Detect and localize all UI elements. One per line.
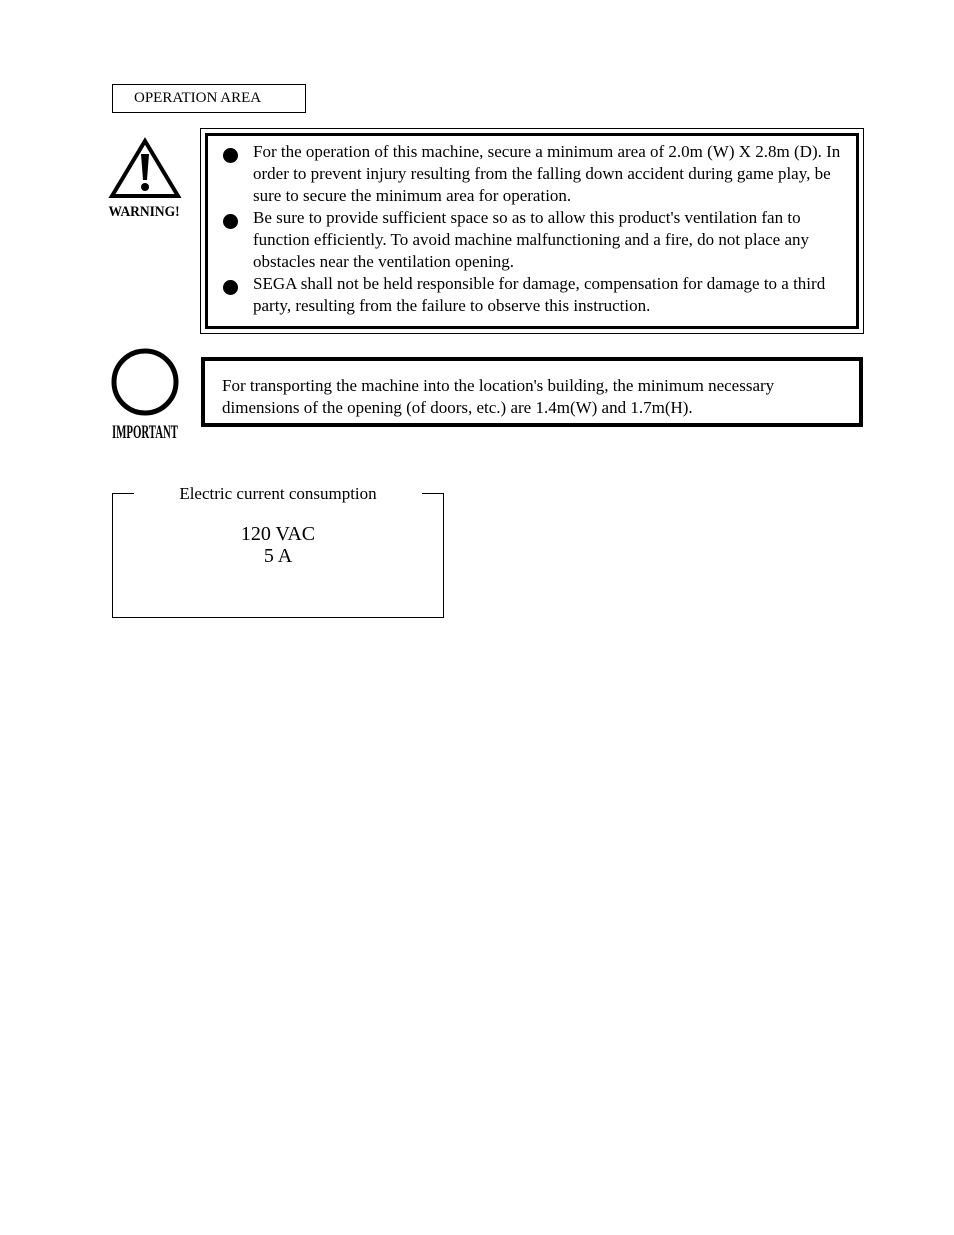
important-text: For transporting the machine into the location's building, the minimum necessary dimensions of the opening (of doors, etc.) are 1.4m(W) and 1.7m(H). — [222, 376, 775, 417]
voltage-value: 120 VAC — [240, 523, 316, 545]
important-icon — [110, 346, 182, 442]
warning-item: For the operation of this machine, secure a minimum area of 2.0m (W) X 2.8m (D). In order to prevent injury resulting from the falling down accident during game play, be sure to secure the minimum area for operation. — [222, 141, 852, 207]
important-icon-label: IMPORTANT — [112, 422, 179, 443]
electric-title: Electric current consumption — [134, 483, 422, 505]
bullet-icon — [223, 280, 238, 295]
warning-icon — [110, 138, 182, 222]
current-value: 5 A — [263, 545, 293, 567]
warning-item: SEGA shall not be held responsible for damage, compensation for damage to a third party, resulting from the failure to observe this instruction. — [222, 273, 852, 317]
warning-item: Be sure to provide sufficient space so as to allow this product's ventilation fan to function efficiently. To avoid machine malfunctioning and a fire, do not place any obstacles near the ventilation opening. — [222, 207, 852, 273]
bullet-icon — [223, 148, 238, 163]
warning-icon-label: WARNING! — [108, 203, 180, 221]
electric-values — [112, 523, 444, 567]
bullet-icon — [223, 214, 238, 229]
warning-list — [222, 141, 852, 317]
section-title: OPERATION AREA — [112, 84, 306, 113]
important-box — [201, 357, 863, 427]
